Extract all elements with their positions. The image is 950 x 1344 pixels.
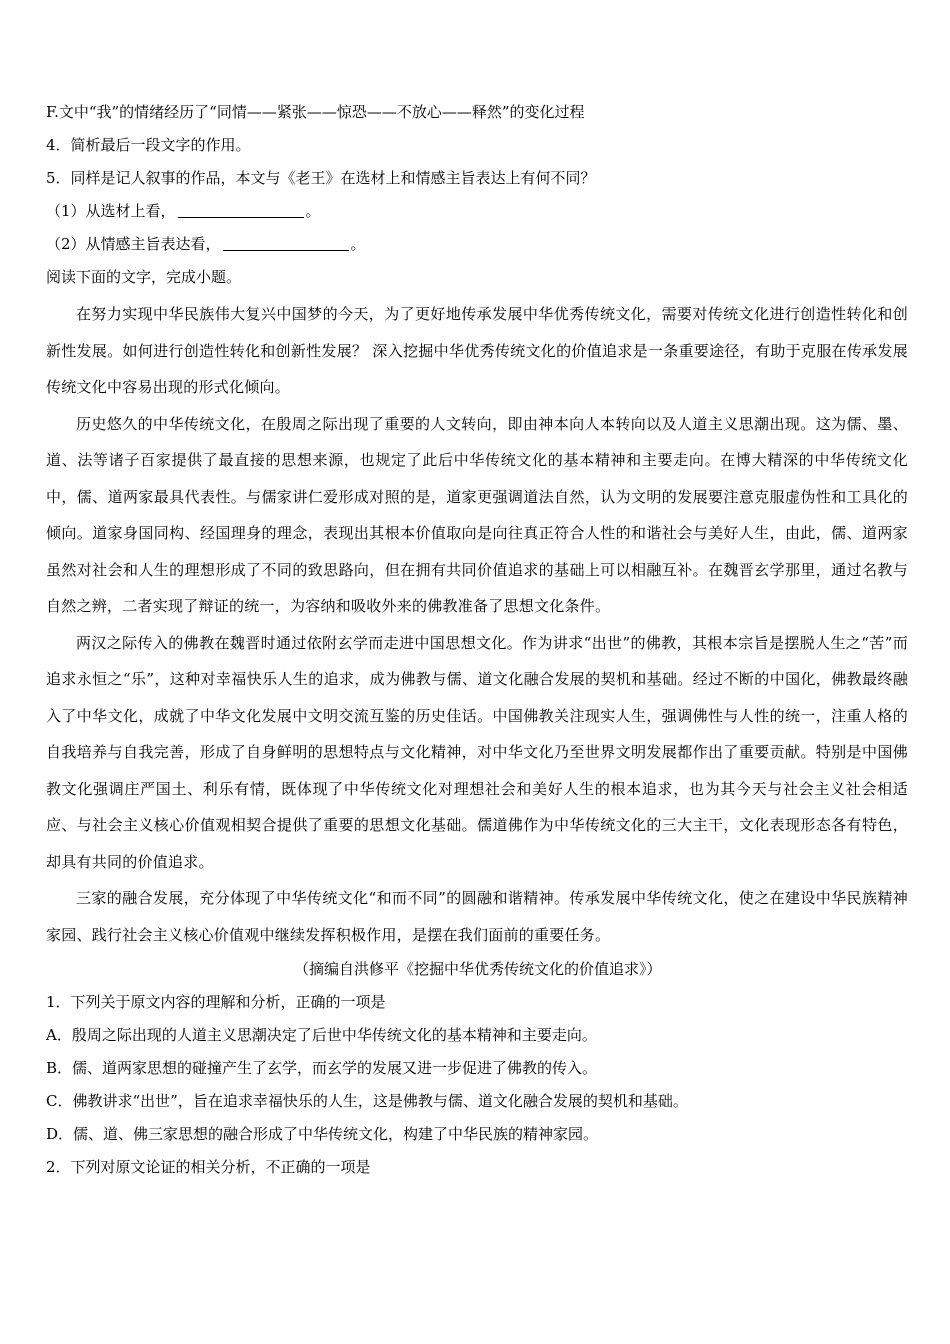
question-4: 4．简析最后一段文字的作用。 bbox=[46, 136, 251, 154]
passage-paragraph-4: 三家的融合发展，充分体现了中华传统文化“和而不同”的圆融和谐精神。传承发展中华传统文化，使之在建设中华民族精神家园、践行社会主义核心价值观中继续发挥积极作用，是摆在我们面前的重要任务。 bbox=[46, 889, 908, 944]
question-1-option-c: C．佛教讲求“出世”，旨在追求幸福快乐的人生，这是佛教与儒、道文化融合发展的契机和基础。 bbox=[46, 1092, 688, 1110]
question-1-option-d: D．儒、道、佛三家思想的融合形成了中华传统文化，构建了中华民族的精神家园。 bbox=[46, 1125, 599, 1143]
answer-blank-1[interactable] bbox=[178, 202, 304, 218]
question-1: 1．下列关于原文内容的理解和分析，正确的一项是 bbox=[46, 993, 386, 1011]
document-page bbox=[46, 96, 908, 1184]
answer-blank-2[interactable] bbox=[223, 235, 349, 251]
question-2: 2．下列对原文论证的相关分析，不正确的一项是 bbox=[46, 1158, 371, 1176]
passage-paragraph-2: 历史悠久的中华传统文化，在殷周之际出现了重要的人文转向，即由神本向人本转向以及人道主义思潮出现。这为儒、墨、道、法等诸子百家提供了最直接的思想来源，也规定了此后中华传统文化的基本精神和主要走向。在博大精深的中华传统文化中，儒、道两家最具代表性。与儒家讲仁爱形成对照的是，道家更强调道法自然，认为文明的发展要注意克服虚伪性和工具化的倾向。道家身国同构、经国理身的理念，表现出其根本价值取向是向往真正符合人性的和谐社会与美好人生，由此，儒、道两家虽然对社会和人生的理想形成了不同的致思路向，但在拥有共同价值追求的基础上可以相融互补。在魏晋玄学那里，通过名教与自然之辨，二者实现了辩证的统一，为容纳和吸收外来的佛教准备了思想文化条件。 bbox=[46, 414, 908, 615]
question-5: 5．同样是记人叙事的作品，本文与《老王》在选材上和情感主旨表达上有何不同？ bbox=[46, 169, 596, 187]
question-5-part-1-end: 。 bbox=[305, 202, 321, 220]
question-1-option-b: B．儒、道两家思想的碰撞产生了玄学，而玄学的发展又进一步促进了佛教的传入。 bbox=[46, 1059, 598, 1077]
passage-paragraph-1: 在努力实现中华民族伟大复兴中国梦的今天，为了更好地传承发展中华优秀传统文化，需要对传统文化进行创造性转化和创新性发展。如何进行创造性转化和创新性发展？ 深入挖掘中华优秀传统文化的价值追求是一条重要途径，有助于克服在传承发展传统文化中容易出现的形式化倾向。 bbox=[46, 305, 908, 396]
question-5-part-1 bbox=[46, 195, 908, 228]
option-f: F.文中“我”的情绪经历了“同情——紧张——惊恐——不放心——释然”的变化过程 bbox=[46, 103, 585, 121]
question-5-part-2-end: 。 bbox=[350, 235, 366, 253]
passage-source: （摘编自洪修平《挖掘中华优秀传统文化的价值追求》） bbox=[294, 960, 662, 978]
question-5-part-2-label: （2）从情感主旨表达看， bbox=[46, 235, 221, 253]
question-1-option-a: A．殷周之际出现的人道主义思潮决定了后世中华传统文化的基本精神和主要走向。 bbox=[46, 1026, 597, 1044]
passage-paragraph-3: 两汉之际传入的佛教在魏晋时通过依附玄学而走进中国思想文化。作为讲求“出世”的佛教，其根本宗旨是摆脱人生之“苦”而追求永恒之“乐”，这种对幸福快乐人生的追求，成为佛教与儒、道文化融合发展的契机和基础。经过不断的中国化，佛教最终融入了中华文化，成就了中华文化发展中文明交流互鉴的历史佳话。中国佛教关注现实人生，强调佛性与人性的统一，注重人格的自我培养与自我完善，形成了自身鲜明的思想特点与文化精神，对中华文化乃至世界文明发展都作出了重要贡献。特别是中国佛教文化强调庄严国土、利乐有情，既体现了中华传统文化对理想社会和美好人生的根本追求，也为其今天与社会主义社会相适应、与社会主义核心价值观相契合提供了重要的思想文化基础。儒道佛作为中华传统文化的三大主干，文化表现形态各有特色，却具有共同的价值追求。 bbox=[46, 633, 908, 871]
question-5-part-2 bbox=[46, 228, 908, 261]
reading-instruction: 阅读下面的文字，完成小题。 bbox=[46, 268, 242, 286]
question-5-part-1-label: （1）从选材上看， bbox=[46, 202, 176, 220]
